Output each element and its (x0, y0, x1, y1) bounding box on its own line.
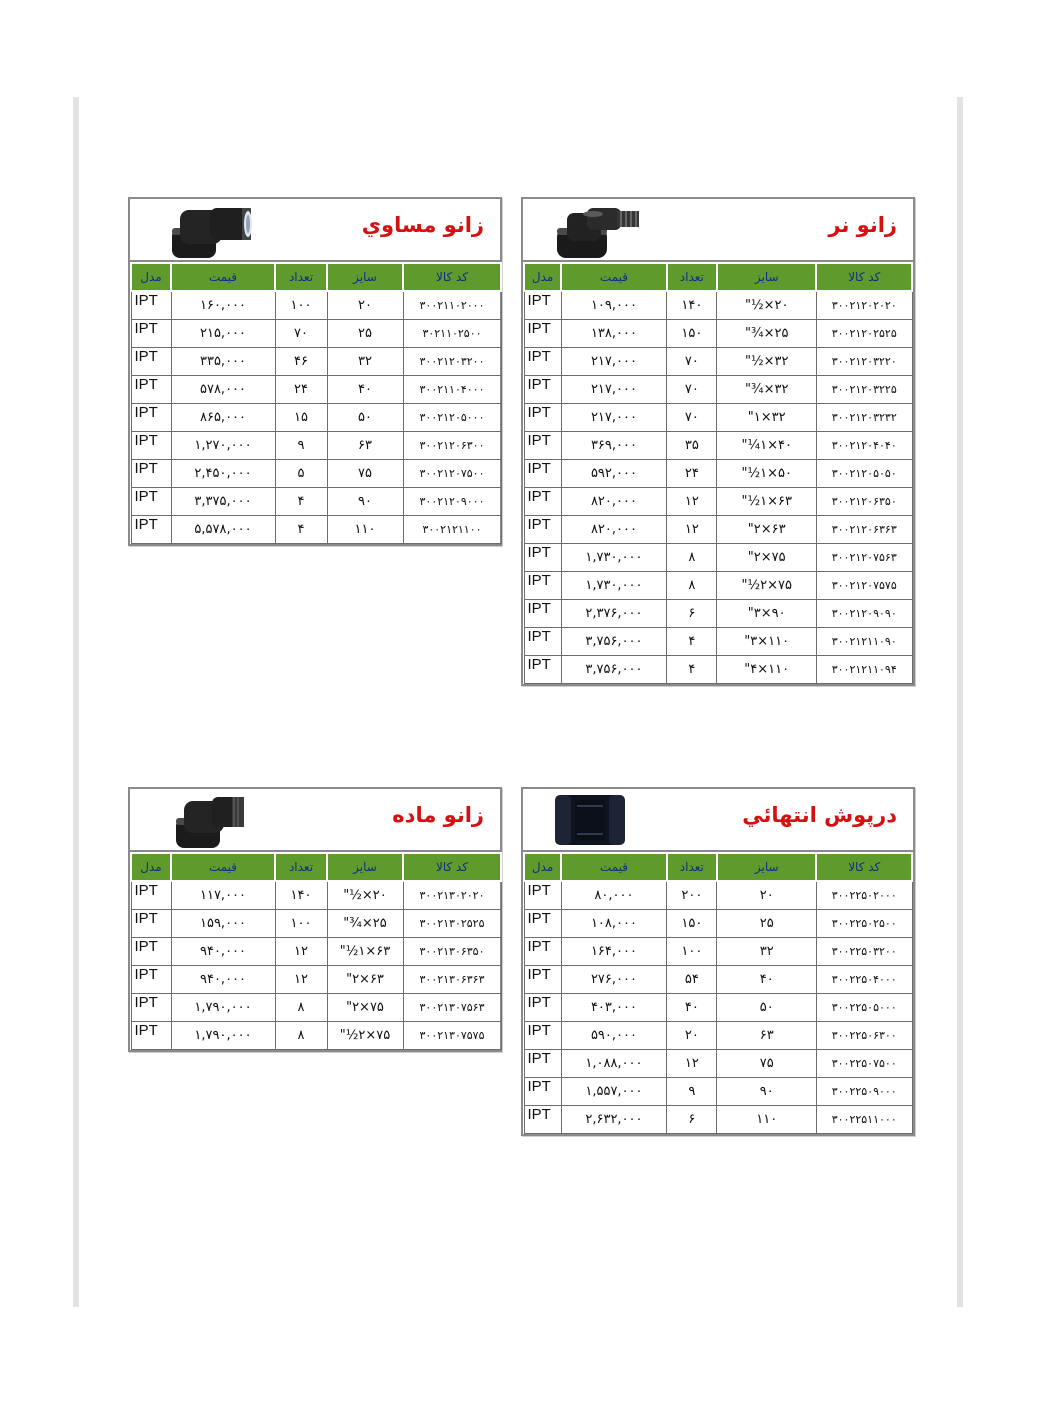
table-row (524, 376, 912, 404)
table-block-male-elbow (521, 197, 915, 686)
cell-code: ۳۰۰۲۲۵۰۶۳۰۰ (816, 1022, 912, 1050)
cell-code: ۳۰۰۲۱۲۱۱۰۰ (403, 516, 501, 544)
cell-model: IPT (524, 1022, 561, 1050)
table-row (524, 910, 912, 938)
cell-qty: ۷۰ (275, 320, 327, 348)
cell-model: IPT (524, 404, 561, 432)
cell-size: ۶۳×۱½" (327, 938, 403, 966)
cell-model: IPT (131, 348, 171, 376)
cell-model: IPT (131, 994, 171, 1022)
cell-price: ۸۲۰,۰۰۰ (561, 488, 667, 516)
table-row (524, 1022, 912, 1050)
cell-model: IPT (524, 376, 561, 404)
cell-price: ۲۱۵,۰۰۰ (171, 320, 275, 348)
cell-qty: ۶ (667, 1106, 717, 1134)
cell-qty: ۱۵۰ (667, 910, 717, 938)
cell-code: ۳۰۰۲۱۳۰۷۵۷۵ (403, 1022, 501, 1050)
price-table (523, 262, 913, 684)
cell-qty: ۱۲ (667, 1050, 717, 1078)
table-header-row (524, 263, 912, 291)
cell-size: ۲۰ (327, 291, 403, 320)
cell-qty: ۱۲ (667, 488, 717, 516)
cell-price: ۱,۵۵۷,۰۰۰ (561, 1078, 667, 1106)
table-body (131, 291, 501, 544)
cell-size: ۹۰ (327, 488, 403, 516)
cell-price: ۲۷۶,۰۰۰ (561, 966, 667, 994)
table-row (131, 376, 501, 404)
cell-qty: ۲۴ (275, 376, 327, 404)
table-row (524, 966, 912, 994)
cell-model: IPT (131, 910, 171, 938)
cell-price: ۹۴۰,۰۰۰ (171, 966, 275, 994)
cell-price: ۵۷۸,۰۰۰ (171, 376, 275, 404)
cell-size: ۷۵ (717, 1050, 817, 1078)
cell-size: ۲۵×¾" (327, 910, 403, 938)
cell-size: ۵۰ (327, 404, 403, 432)
cell-model: IPT (524, 544, 561, 572)
cell-size: ۶۳×۲" (327, 966, 403, 994)
cell-size: ۳۲ (717, 938, 817, 966)
cell-qty: ۱۲ (275, 938, 327, 966)
table-header-row (131, 263, 501, 291)
cell-model: IPT (131, 488, 171, 516)
table-row (524, 488, 912, 516)
cell-code: ۳۰۰۲۱۲۰۹۰۹۰ (816, 600, 912, 628)
cell-code: ۳۰۰۲۲۵۰۲۵۰۰ (816, 910, 912, 938)
cell-price: ۸۲۰,۰۰۰ (561, 516, 667, 544)
cell-model: IPT (524, 1106, 561, 1134)
cell-size: ۷۵×۲½" (327, 1022, 403, 1050)
cell-price: ۵۹۲,۰۰۰ (561, 460, 667, 488)
cell-code: ۳۰۰۲۲۵۰۳۲۰۰ (816, 938, 912, 966)
cell-code: ۳۰۰۲۱۲۰۷۵۶۳ (816, 544, 912, 572)
cell-model: IPT (524, 488, 561, 516)
col-header-qty: تعداد (275, 263, 327, 291)
cell-code: ۳۰۰۲۱۲۰۷۵۰۰ (403, 460, 501, 488)
cell-size: ۷۵×۲½" (717, 572, 817, 600)
cell-code: ۳۰۰۲۲۵۰۲۰۰۰ (816, 881, 912, 910)
cell-code: ۳۰۰۲۱۲۰۲۰۲۰ (816, 291, 912, 320)
col-header-model: مدل (131, 853, 171, 881)
cell-model: IPT (524, 1078, 561, 1106)
cell-code: ۳۰۰۲۱۳۰۶۳۵۰ (403, 938, 501, 966)
table-row (131, 966, 501, 994)
cell-code: ۳۰۰۲۱۲۰۲۵۲۵ (816, 320, 912, 348)
table-row (131, 488, 501, 516)
cell-qty: ۱۵ (275, 404, 327, 432)
cell-price: ۱,۷۹۰,۰۰۰ (171, 994, 275, 1022)
cell-price: ۱۳۸,۰۰۰ (561, 320, 667, 348)
table-body (131, 881, 501, 1050)
cell-qty: ۸ (667, 572, 717, 600)
cell-code: ۳۰۰۲۱۱۰۴۰۰۰ (403, 376, 501, 404)
cell-price: ۱۶۴,۰۰۰ (561, 938, 667, 966)
cell-code: ۳۰۰۲۱۲۰۵۰۰۰ (403, 404, 501, 432)
cell-size: ۶۳×۱½" (717, 488, 817, 516)
cell-size: ۵۰×۱½" (717, 460, 817, 488)
cell-code: ۳۰۰۲۱۲۱۱۰۹۴ (816, 656, 912, 684)
end-cap-fitting-icon (551, 792, 631, 852)
col-header-price: قیمت (561, 263, 667, 291)
col-header-code: کد کالا (816, 263, 912, 291)
col-header-qty: تعداد (275, 853, 327, 881)
cell-qty: ۴۶ (275, 348, 327, 376)
table-body (524, 291, 912, 684)
cell-price: ۵,۵۷۸,۰۰۰ (171, 516, 275, 544)
cell-qty: ۵ (275, 460, 327, 488)
cell-model: IPT (524, 994, 561, 1022)
cell-size: ۹۰×۳" (717, 600, 817, 628)
cell-size: ۷۵×۲" (717, 544, 817, 572)
cell-price: ۱,۷۳۰,۰۰۰ (561, 572, 667, 600)
price-table (130, 262, 502, 544)
block-header (523, 199, 913, 262)
table-row (131, 320, 501, 348)
table-row (131, 1022, 501, 1050)
cell-size: ۲۵ (327, 320, 403, 348)
table-row (131, 404, 501, 432)
price-table (130, 852, 502, 1050)
cell-code: ۳۰۰۲۲۵۰۴۰۰۰ (816, 966, 912, 994)
cell-code: ۳۰۰۲۱۱۰۲۰۰۰ (403, 291, 501, 320)
table-row (524, 994, 912, 1022)
table-title: درپوش انتهائي (742, 803, 897, 827)
cell-price: ۸۶۵,۰۰۰ (171, 404, 275, 432)
table-title: زانو نر (828, 213, 897, 237)
cell-code: ۳۰۰۲۱۲۰۶۳۶۳ (816, 516, 912, 544)
cell-price: ۳,۷۵۶,۰۰۰ (561, 628, 667, 656)
cell-size: ۲۵ (717, 910, 817, 938)
col-header-size: سایز (717, 263, 817, 291)
cell-price: ۸۰,۰۰۰ (561, 881, 667, 910)
cell-qty: ۸ (275, 994, 327, 1022)
table-row (131, 291, 501, 320)
cell-model: IPT (524, 938, 561, 966)
table-row (524, 572, 912, 600)
cell-qty: ۱۰۰ (667, 938, 717, 966)
cell-model: IPT (524, 348, 561, 376)
cell-model: IPT (524, 460, 561, 488)
cell-size: ۶۳ (717, 1022, 817, 1050)
cell-size: ۷۵×۲" (327, 994, 403, 1022)
cell-code: ۳۰۰۲۱۲۰۴۰۴۰ (816, 432, 912, 460)
cell-code: ۳۰۰۲۲۵۰۵۰۰۰ (816, 994, 912, 1022)
table-row (524, 1050, 912, 1078)
cell-model: IPT (131, 320, 171, 348)
cell-code: ۳۰۰۲۱۲۰۳۲۲۰ (816, 348, 912, 376)
table-row (131, 460, 501, 488)
col-header-size: سایز (327, 853, 403, 881)
cell-model: IPT (524, 320, 561, 348)
cell-qty: ۷۰ (667, 376, 717, 404)
table-row (524, 516, 912, 544)
col-header-price: قیمت (561, 853, 667, 881)
col-header-size: سایز (717, 853, 817, 881)
equal-elbow-fitting-icon (166, 202, 266, 264)
table-header-row (131, 853, 501, 881)
cell-model: IPT (524, 572, 561, 600)
cell-price: ۳۶۹,۰۰۰ (561, 432, 667, 460)
table-row (524, 600, 912, 628)
cell-size: ۶۳ (327, 432, 403, 460)
table-row (524, 291, 912, 320)
table-block-female-elbow (128, 787, 502, 1052)
female-elbow-fitting-icon (170, 792, 260, 854)
cell-price: ۴۰۳,۰۰۰ (561, 994, 667, 1022)
table-row (131, 432, 501, 460)
table-row (524, 460, 912, 488)
cell-model: IPT (524, 628, 561, 656)
cell-size: ۲۰ (717, 881, 817, 910)
cell-qty: ۷۰ (667, 348, 717, 376)
cell-price: ۲۱۷,۰۰۰ (561, 376, 667, 404)
cell-price: ۱,۰۸۸,۰۰۰ (561, 1050, 667, 1078)
cell-model: IPT (524, 600, 561, 628)
cell-size: ۱۱۰ (327, 516, 403, 544)
cell-size: ۳۲ (327, 348, 403, 376)
cell-qty: ۴ (667, 656, 717, 684)
cell-qty: ۵۴ (667, 966, 717, 994)
col-header-code: کد کالا (816, 853, 912, 881)
page-edge-left (73, 97, 79, 1307)
cell-price: ۱۰۸,۰۰۰ (561, 910, 667, 938)
table-title: زانو ماده (392, 803, 484, 827)
table-block-end-cap (521, 787, 915, 1136)
table-title: زانو مساوي (361, 213, 484, 237)
cell-size: ۷۵ (327, 460, 403, 488)
cell-model: IPT (524, 516, 561, 544)
cell-qty: ۱۰۰ (275, 291, 327, 320)
cell-code: ۳۰۰۲۱۲۰۶۳۵۰ (816, 488, 912, 516)
cell-model: IPT (131, 432, 171, 460)
cell-qty: ۱۴۰ (275, 881, 327, 910)
cell-price: ۱۵۹,۰۰۰ (171, 910, 275, 938)
cell-size: ۹۰ (717, 1078, 817, 1106)
cell-size: ۶۳×۲" (717, 516, 817, 544)
block-header (130, 199, 500, 262)
cell-qty: ۳۵ (667, 432, 717, 460)
cell-code: ۳۰۰۲۲۵۰۹۰۰۰ (816, 1078, 912, 1106)
cell-model: IPT (524, 291, 561, 320)
cell-price: ۱۶۰,۰۰۰ (171, 291, 275, 320)
table-row (524, 432, 912, 460)
page-edge-right (957, 97, 963, 1307)
cell-price: ۲,۶۳۲,۰۰۰ (561, 1106, 667, 1134)
cell-code: ۳۰۰۲۱۲۰۳۲۳۲ (816, 404, 912, 432)
cell-model: IPT (524, 966, 561, 994)
block-header (523, 789, 913, 852)
cell-model: IPT (131, 516, 171, 544)
cell-code: ۳۰۰۲۱۲۰۹۰۰۰ (403, 488, 501, 516)
table-row (524, 348, 912, 376)
cell-code: ۳۰۰۲۲۵۰۷۵۰۰ (816, 1050, 912, 1078)
table-row (524, 938, 912, 966)
cell-price: ۲,۴۵۰,۰۰۰ (171, 460, 275, 488)
cell-size: ۳۲×۱" (717, 404, 817, 432)
cell-model: IPT (524, 910, 561, 938)
col-header-qty: تعداد (667, 263, 717, 291)
table-row (131, 994, 501, 1022)
cell-code: ۳۰۰۲۱۲۰۶۳۰۰ (403, 432, 501, 460)
cell-qty: ۱۲ (667, 516, 717, 544)
cell-size: ۴۰ (327, 376, 403, 404)
cell-qty: ۱۲ (275, 966, 327, 994)
cell-size: ۳۲×¾" (717, 376, 817, 404)
cell-size: ۳۲×½" (717, 348, 817, 376)
cell-qty: ۱۴۰ (667, 291, 717, 320)
cell-model: IPT (524, 656, 561, 684)
cell-price: ۲,۳۷۶,۰۰۰ (561, 600, 667, 628)
cell-price: ۱,۷۹۰,۰۰۰ (171, 1022, 275, 1050)
cell-size: ۱۱۰×۴" (717, 656, 817, 684)
cell-qty: ۲۰ (667, 1022, 717, 1050)
table-row (524, 628, 912, 656)
table-row (524, 1106, 912, 1134)
male-elbow-fitting-icon (553, 202, 653, 264)
table-row (524, 656, 912, 684)
cell-qty: ۸ (667, 544, 717, 572)
cell-model: IPT (131, 460, 171, 488)
cell-price: ۵۹۰,۰۰۰ (561, 1022, 667, 1050)
cell-qty: ۲۴ (667, 460, 717, 488)
cell-qty: ۹ (275, 432, 327, 460)
cell-size: ۴۰×۱¼" (717, 432, 817, 460)
table-row (131, 881, 501, 910)
col-header-code: کد کالا (403, 263, 501, 291)
cell-code: ۳۰۰۲۱۲۱۱۰۹۰ (816, 628, 912, 656)
cell-price: ۳۳۵,۰۰۰ (171, 348, 275, 376)
table-row (524, 1078, 912, 1106)
cell-model: IPT (524, 1050, 561, 1078)
cell-qty: ۸ (275, 1022, 327, 1050)
cell-model: IPT (131, 966, 171, 994)
col-header-qty: تعداد (667, 853, 717, 881)
cell-model: IPT (131, 376, 171, 404)
cell-qty: ۲۰۰ (667, 881, 717, 910)
cell-code: ۳۰۰۲۲۵۱۱۰۰۰ (816, 1106, 912, 1134)
cell-qty: ۹ (667, 1078, 717, 1106)
cell-size: ۱۱۰×۳" (717, 628, 817, 656)
table-row (524, 881, 912, 910)
cell-qty: ۶ (667, 600, 717, 628)
cell-qty: ۱۰۰ (275, 910, 327, 938)
cell-qty: ۴۰ (667, 994, 717, 1022)
cell-code: ۳۰۰۲۱۲۰۷۵۷۵ (816, 572, 912, 600)
cell-qty: ۷۰ (667, 404, 717, 432)
cell-code: ۳۰۰۲۱۲۰۳۲۲۵ (816, 376, 912, 404)
table-row (524, 544, 912, 572)
cell-model: IPT (524, 432, 561, 460)
col-header-code: کد کالا (403, 853, 501, 881)
col-header-model: مدل (524, 853, 561, 881)
table-header-row (524, 853, 912, 881)
cell-price: ۹۴۰,۰۰۰ (171, 938, 275, 966)
col-header-model: مدل (524, 263, 561, 291)
cell-model: IPT (131, 881, 171, 910)
col-header-price: قیمت (171, 853, 275, 881)
table-row (131, 938, 501, 966)
cell-code: ۳۰۰۲۱۳۰۲۰۲۰ (403, 881, 501, 910)
cell-model: IPT (131, 404, 171, 432)
cell-code: ۳۰۰۲۱۲۰۵۰۵۰ (816, 460, 912, 488)
table-row (131, 516, 501, 544)
cell-price: ۳,۳۷۵,۰۰۰ (171, 488, 275, 516)
cell-qty: ۴ (275, 488, 327, 516)
cell-price: ۲۱۷,۰۰۰ (561, 404, 667, 432)
cell-model: IPT (131, 291, 171, 320)
table-body (524, 881, 912, 1134)
table-row (131, 348, 501, 376)
table-block-equal-elbow (128, 197, 502, 546)
cell-model: IPT (131, 938, 171, 966)
col-header-model: مدل (131, 263, 171, 291)
cell-qty: ۴ (275, 516, 327, 544)
cell-code: ۳۰۰۲۱۳۰۶۳۶۳ (403, 966, 501, 994)
cell-qty: ۱۵۰ (667, 320, 717, 348)
table-row (524, 404, 912, 432)
cell-code: ۳۰۲۱۱۰۲۵۰۰ (403, 320, 501, 348)
cell-code: ۳۰۰۲۱۳۰۷۵۶۳ (403, 994, 501, 1022)
cell-price: ۱۱۷,۰۰۰ (171, 881, 275, 910)
table-row (131, 910, 501, 938)
cell-price: ۱,۷۳۰,۰۰۰ (561, 544, 667, 572)
cell-size: ۲۰×½" (327, 881, 403, 910)
cell-price: ۱,۲۷۰,۰۰۰ (171, 432, 275, 460)
col-header-size: سایز (327, 263, 403, 291)
cell-price: ۱۰۹,۰۰۰ (561, 291, 667, 320)
block-header (130, 789, 500, 852)
price-table (523, 852, 913, 1134)
cell-model: IPT (524, 881, 561, 910)
cell-price: ۳,۷۵۶,۰۰۰ (561, 656, 667, 684)
col-header-price: قیمت (171, 263, 275, 291)
cell-model: IPT (131, 1022, 171, 1050)
cell-size: ۲۵×¾" (717, 320, 817, 348)
cell-code: ۳۰۰۲۱۲۰۳۲۰۰ (403, 348, 501, 376)
cell-qty: ۴ (667, 628, 717, 656)
table-row (524, 320, 912, 348)
cell-price: ۲۱۷,۰۰۰ (561, 348, 667, 376)
cell-size: ۲۰×½" (717, 291, 817, 320)
cell-size: ۵۰ (717, 994, 817, 1022)
cell-size: ۱۱۰ (717, 1106, 817, 1134)
cell-size: ۴۰ (717, 966, 817, 994)
cell-code: ۳۰۰۲۱۳۰۲۵۲۵ (403, 910, 501, 938)
